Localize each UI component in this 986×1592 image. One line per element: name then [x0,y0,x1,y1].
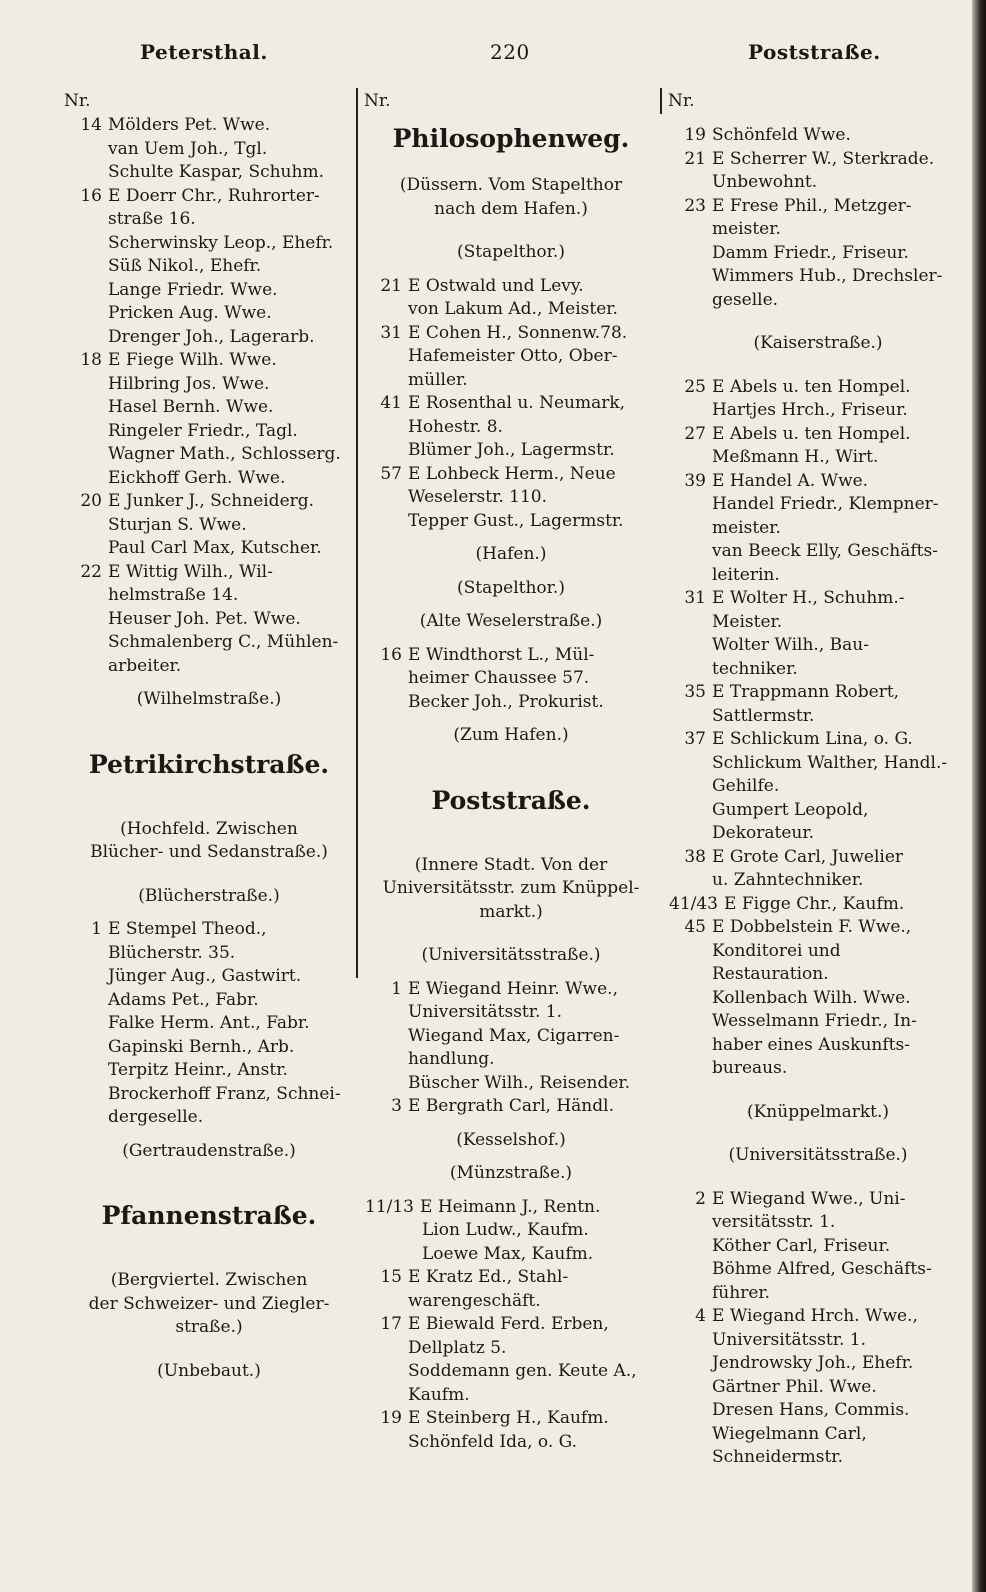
address-entry [668,587,968,681]
entry-line: E Dobbelstein F. Wwe., [712,917,912,937]
entry-line: van Uem Joh., Tgl. [108,138,268,159]
address-entry [668,124,968,148]
entry-line: E Windthorst L., Mül- [408,644,595,665]
address-entry [64,561,354,679]
entry-line: E Wiegand Hrch. Wwe., [712,1306,918,1326]
entry-line: Becker Joh., Prokurist. [408,691,604,712]
house-number: 31 [684,588,706,608]
house-number: 1 [91,919,102,939]
entries-poststrasse-2 [364,1196,658,1455]
column-divider-2 [660,88,662,114]
column-divider-1 [356,88,358,978]
address-entry [668,376,968,423]
house-number: 45 [684,917,706,937]
entry-line: von Lakum Ad., Meister. [408,299,618,319]
address-entry [668,681,968,728]
address-entry [364,392,658,463]
entries-poststrasse-cont [668,124,968,312]
entry-line: Dekorateur. [712,823,814,843]
house-number: 21 [684,148,706,169]
cross-street-note: (Zum Hafen.) [453,725,569,745]
address-entry [668,916,968,1081]
entry-line: Büscher Wilh., Reisender. [408,1072,631,1093]
entry-line: van Beeck Elly, Geschäfts- [712,541,938,561]
entry-line: Wiegand Max, Cigarren- [408,1025,620,1046]
entry-line: dergeselle. [108,1107,204,1127]
entry-line: E Rosenthal u. Neumark, [408,393,626,413]
cross-street-note: (Gertraudenstraße.) [122,1140,296,1161]
entries-poststrasse-cont-3 [668,1188,968,1470]
house-number: 18 [80,350,102,370]
house-number: 2 [695,1188,706,1209]
entry-line: haber eines Auskunfts- [712,1034,910,1055]
entry-line: E Fiege Wilh. Wwe. [108,350,277,370]
entry-line: Meister. [712,611,783,632]
entry-line: E Bergrath Carl, Händl. [408,1096,614,1116]
entry-line: Falke Herm. Ant., Fabr. [108,1013,310,1033]
entry-line: Universitätsstr. 1. [408,1002,563,1022]
address-entry [364,463,658,534]
description-line: straße.) [175,1317,243,1337]
entry-line: E Wittig Wilh., Wil- [108,561,273,582]
entry-line: handlung. [408,1049,495,1069]
entry-line: Scherwinsky Leop., Ehefr. [108,232,334,253]
house-number: 14 [80,115,102,135]
entry-line: Kollenbach Wilh. Wwe. [712,987,911,1008]
entry-line: Lange Friedr. Wwe. [108,279,278,300]
street-title-philosophenweg: Philosophenweg. [392,124,630,153]
house-number: 16 [380,644,402,665]
entry-line: Tepper Gust., Lagermstr. [408,510,624,531]
entry-line: Wesselmann Friedr., In- [712,1011,917,1031]
description-line: der Schweizer- und Ziegler- [88,1293,330,1314]
description-line: (Bergviertel. Zwischen [110,1270,308,1290]
entry-line: E Wiegand Wwe., Uni- [712,1188,906,1209]
cross-street-note: (Alte Weselerstraße.) [419,611,603,631]
entry-line: Blücherstr. 35. [108,942,236,963]
entry-line: Terpitz Heinr., Anstr. [108,1060,288,1080]
entry-line: E Doerr Chr., Ruhrorter- [108,185,320,206]
house-number: 11/13 [365,1196,414,1217]
entry-line: E Wolter H., Schuhm.- [712,588,905,608]
entry-line: Heuser Joh. Pet. Wwe. [108,608,301,629]
house-number: 35 [684,682,706,702]
cross-street-note: (Unbebaut.) [157,1360,261,1381]
entry-line: Adams Pet., Fabr. [108,989,259,1010]
entry-line: Sattlermstr. [712,705,815,726]
house-number: 23 [684,195,706,216]
address-entry [668,195,968,313]
entry-line: Damm Friedr., Friseur. [712,242,909,263]
entry-line: Handel Friedr., Klempner- [712,494,939,514]
entry-line: E Scherrer W., Sterkrade. [712,148,935,169]
column-1 [64,90,354,1383]
entry-line: Unbewohnt. [712,172,818,192]
entries-poststrasse [364,978,658,1119]
entry-line: Böhme Alfred, Geschäfts- [712,1259,932,1279]
entries-petrikirchstrasse [64,918,354,1130]
cross-street-note: (Stapelthor.) [457,242,565,262]
address-entry [64,918,354,1130]
address-entry [364,322,658,393]
cross-street-note: (Blücherstraße.) [138,885,280,906]
entry-line: Schulte Kaspar, Schuhm. [108,162,324,182]
entry-line: Süß Nikol., Ehefr. [108,256,262,276]
address-entry [364,978,658,1096]
entry-line: E Figge Chr., Kaufm. [724,893,905,914]
house-number: 22 [80,561,102,582]
house-number: 1 [391,978,402,999]
entry-line: E Frese Phil., Metzger- [712,195,912,216]
entry-line: Dellplatz 5. [408,1337,507,1358]
street-title-poststrasse: Poststraße. [431,785,591,815]
cross-street-note: (Wilhelmstraße.) [136,689,282,709]
address-entry [668,846,968,893]
house-number: 41/43 [669,893,718,914]
cross-street-note: (Knüppelmarkt.) [746,1101,890,1122]
entry-line: straße 16. [108,209,196,229]
entry-line: heimer Chaussee 57. [408,668,590,688]
address-entry [364,1196,658,1267]
cross-street-note: (Münzstraße.) [449,1163,573,1183]
entry-line: leiterin. [712,564,780,585]
entry-line: warengeschäft. [408,1290,541,1311]
entry-line: E Heimann J., Rentn. [420,1196,601,1217]
entry-line: E Stempel Theod., [108,919,267,939]
entry-line: Hohestr. 8. [408,416,503,437]
entry-line: Jendrowsky Joh., Ehefr. [712,1353,914,1373]
address-entry [364,1266,658,1313]
description-line: (Innere Stadt. Von der [414,854,608,875]
entries-poststrasse-cont-2 [668,376,968,1081]
house-number: 38 [684,846,706,867]
column-2 [364,90,658,1454]
description-line: (Düssern. Vom Stapelthor [399,175,623,195]
entry-line: Konditorei und [712,940,841,961]
house-number: 27 [684,423,706,444]
entry-line: E Schlickum Lina, o. G. [712,729,913,749]
entry-line: müller. [408,369,468,390]
entry-line: Schlickum Walther, Handl.- [712,752,948,773]
entry-line: Paul Carl Max, Kutscher. [108,538,322,558]
address-entry [64,185,354,350]
house-number: 21 [380,275,402,296]
entry-line: techniker. [712,658,798,679]
description-line: Blücher- und Sedanstraße.) [90,842,328,862]
entry-line: Ringeler Friedr., Tagl. [108,420,298,441]
address-entry [668,1305,968,1470]
entry-line: Schönfeld Wwe. [712,125,851,145]
address-entry [364,1407,658,1454]
address-entry [364,644,658,715]
entry-line: Meßmann H., Wirt. [712,447,879,467]
cross-street-note: (Hafen.) [475,544,547,564]
running-head-left: Petersthal. [140,40,268,64]
entry-line: E Kratz Ed., Stahl- [408,1267,569,1287]
entry-line: meister. [712,219,781,239]
entry-line: helmstraße 14. [108,585,239,605]
description-line: markt.) [479,901,543,922]
cross-street-note: (Kaiserstraße.) [753,333,883,353]
address-entry [668,470,968,588]
entry-line: Lion Ludw., Kaufm. [422,1220,589,1240]
entry-line: Wagner Math., Schlosserg. [108,444,341,464]
entries-petersthal [64,114,354,678]
entry-line: Wolter Wilh., Bau- [712,635,869,655]
entry-line: Hafemeister Otto, Ober- [408,346,618,366]
entry-line: bureaus. [712,1058,788,1078]
address-entry [64,349,354,490]
address-entry [364,1313,658,1407]
entry-line: Drenger Joh., Lagerarb. [108,326,315,347]
house-number: 31 [380,322,402,343]
entry-line: E Cohen H., Sonnenw.78. [408,322,628,343]
entry-line: führer. [712,1282,771,1303]
cross-street-note: (Stapelthor.) [457,577,565,598]
entry-line: Loewe Max, Kaufm. [422,1243,594,1264]
address-entry [364,275,658,322]
street-description [364,854,658,925]
entry-line: Restauration. [712,964,829,984]
entry-line: Blümer Joh., Lagermstr. [408,440,615,460]
description-line: Universitätsstr. zum Knüppel- [382,878,640,898]
entry-line: E Junker J., Schneiderg. [108,491,315,511]
entry-line: Universitätsstr. 1. [712,1329,867,1350]
entry-line: Jünger Aug., Gastwirt. [108,966,302,986]
address-entry [64,114,354,185]
entry-line: Eickhoff Gerh. Wwe. [108,467,286,488]
entry-line: Weselerstr. 110. [408,487,548,507]
entry-line: arbeiter. [108,655,182,676]
entry-line: Gumpert Leopold, [712,799,869,820]
entries-philosophenweg-2 [364,644,658,715]
street-title-pfannenstrasse: Pfannenstraße. [101,1201,317,1230]
entry-line: Gehilfe. [712,776,780,796]
entry-line: Sturjan S. Wwe. [108,514,247,535]
entry-line: Hartjes Hrch., Friseur. [712,400,908,420]
entry-line: Kaufm. [408,1384,470,1405]
entry-line: Dresen Hans, Commis. [712,1400,910,1420]
street-title-petrikirchstrasse: Petrikirchstraße. [88,749,330,779]
entry-line: Gärtner Phil. Wwe. [712,1376,877,1397]
entry-line: E Lohbeck Herm., Neue [408,463,616,484]
column-3 [668,90,968,1470]
house-number: 4 [695,1306,706,1326]
entry-line: E Handel A. Wwe. [712,470,869,491]
entry-line: Brockerhoff Franz, Schnei- [108,1083,341,1104]
house-number: 37 [684,729,706,749]
address-entry [668,1188,968,1306]
address-entry [668,423,968,470]
cross-street-note: (Kesselshof.) [456,1129,566,1150]
entry-line: E Wiegand Heinr. Wwe., [408,978,618,999]
entry-line: E Abels u. ten Hompel. [712,423,911,444]
entry-line: Wimmers Hub., Drechsler- [712,266,943,286]
entry-line: E Biewald Ferd. Erben, [408,1314,609,1334]
house-number: 57 [380,463,402,484]
description-line: (Hochfeld. Zwischen [120,818,298,839]
street-description [64,1269,354,1340]
house-number: 19 [684,125,706,145]
street-description [64,818,354,865]
page-number: 220 [490,40,530,64]
page-binding-edge [972,0,986,1592]
entry-line: Schönfeld Ida, o. G. [408,1431,578,1452]
house-number: 25 [684,376,706,397]
house-number: 20 [80,491,102,511]
entry-line: Pricken Aug. Wwe. [108,303,272,323]
entry-line: E Grote Carl, Juwelier [712,846,904,867]
address-entry [364,1095,658,1119]
cross-street-note: (Universitätsstraße.) [421,945,601,965]
entry-line: meister. [712,517,781,538]
description-line: nach dem Hafen.) [434,198,588,219]
entry-line: Wiegelmann Carl, [712,1423,867,1444]
house-number: 16 [80,185,102,206]
house-number: 39 [684,470,706,491]
house-number: 19 [380,1408,402,1428]
entry-line: E Abels u. ten Hompel. [712,376,911,397]
entry-line: Hasel Bernh. Wwe. [108,397,274,417]
entry-line: Hilbring Jos. Wwe. [108,373,270,394]
entry-line: E Trappmann Robert, [712,682,900,702]
house-number: 3 [391,1096,402,1116]
entry-line: Schneidermstr. [712,1447,843,1467]
entry-line: geselle. [712,289,779,310]
nr-label: Nr. [668,91,695,111]
entry-line: Köther Carl, Friseur. [712,1235,891,1256]
nr-label: Nr. [64,91,91,111]
entry-line: Schmalenberg C., Mühlen- [108,632,339,652]
entry-line: Soddemann gen. Keute A., [408,1361,637,1381]
nr-label: Nr. [364,91,391,111]
running-head-right: Poststraße. [748,40,881,64]
address-entry [668,893,968,917]
address-entry [668,728,968,846]
entry-line: u. Zahntechniker. [712,870,864,890]
entry-line: E Steinberg H., Kaufm. [408,1408,609,1428]
address-entry [64,490,354,561]
entry-line: Gapinski Bernh., Arb. [108,1036,295,1057]
cross-street-note: (Universitätsstraße.) [728,1145,908,1165]
entry-line: E Ostwald und Levy. [408,275,584,296]
street-description [364,174,658,221]
entry-line: versitätsstr. 1. [712,1212,836,1232]
house-number: 17 [380,1314,402,1334]
entry-line: Mölders Pet. Wwe. [108,115,271,135]
entries-philosophenweg [364,275,658,534]
house-number: 41 [380,393,402,413]
house-number: 15 [380,1267,402,1287]
address-entry [668,148,968,195]
